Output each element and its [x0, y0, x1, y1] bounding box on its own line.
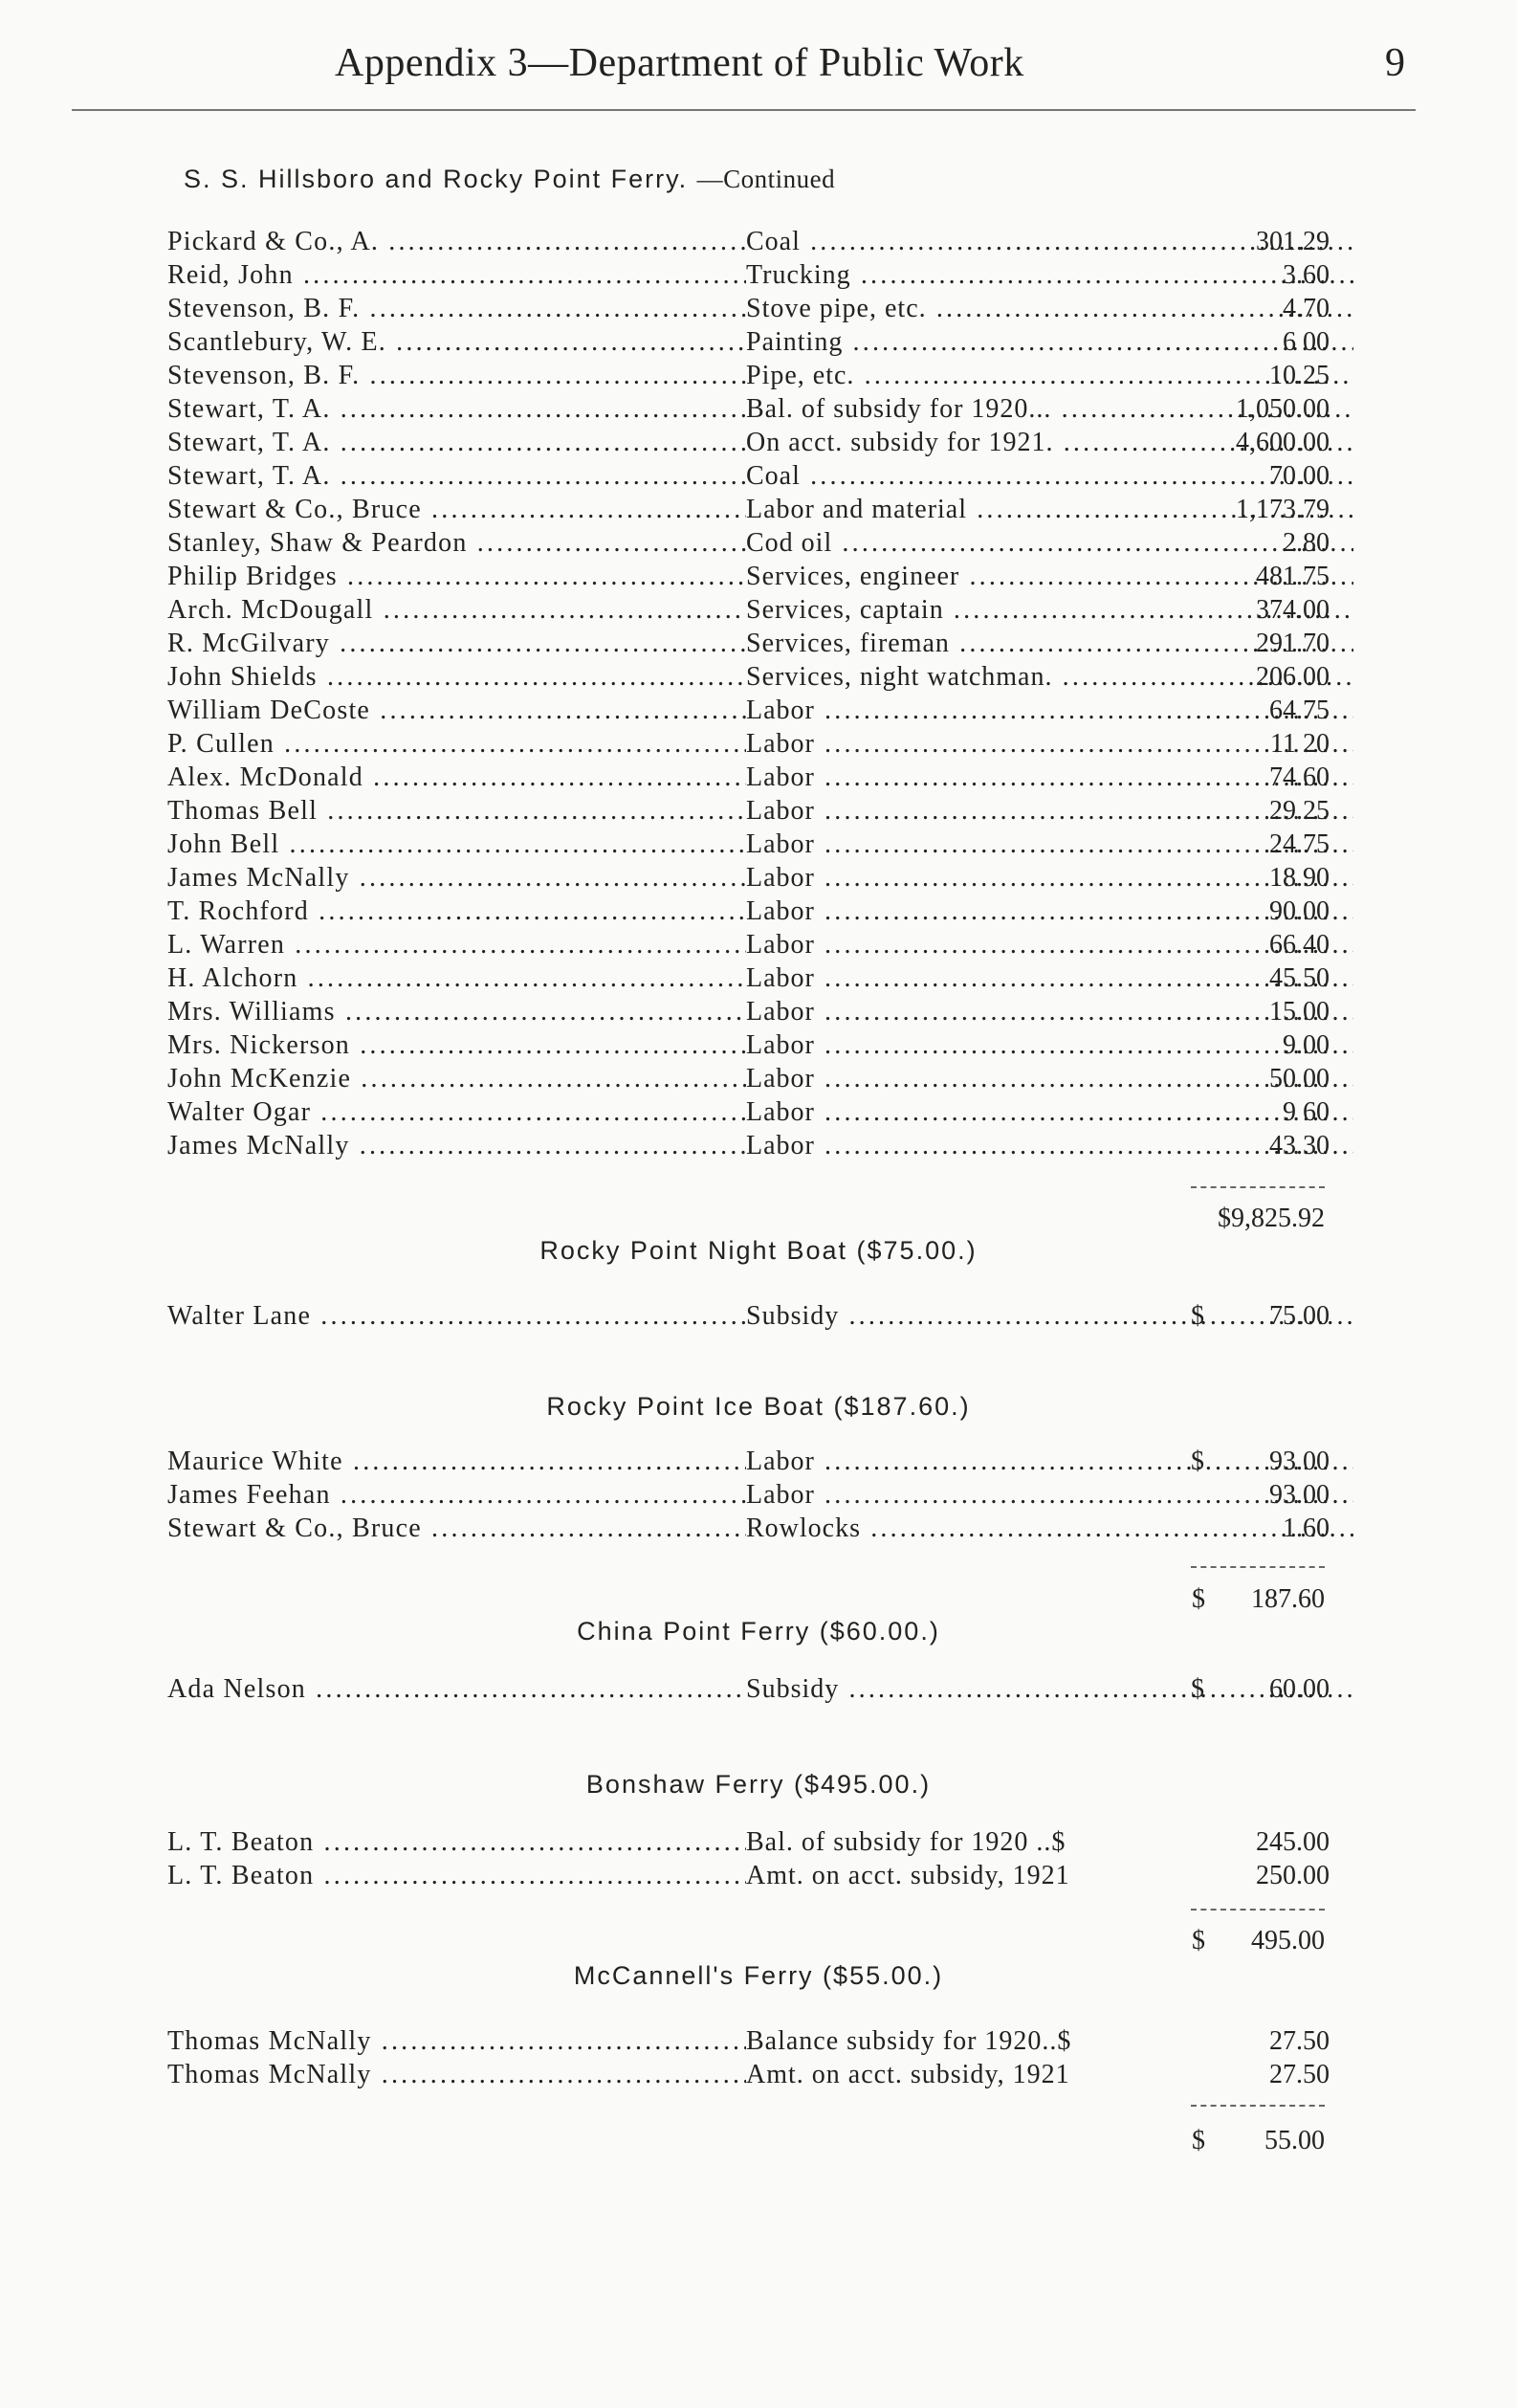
ledger-row	[167, 1447, 1330, 1480]
ledger-row	[167, 963, 1330, 997]
payee-name: Mrs. Williams .....	[167, 997, 746, 1027]
ledger-row	[167, 227, 1330, 260]
ledger-table-ice-boat	[167, 1447, 1330, 1547]
item-amount: 1,173.79	[1236, 495, 1330, 524]
ledger-row	[167, 762, 1330, 796]
payee-name: Stewart, T. A. .....	[167, 461, 746, 492]
item-description: Labor .....	[746, 829, 1353, 860]
total-amount: 187.60	[1251, 1584, 1325, 1614]
ledger-row	[167, 562, 1330, 595]
item-amount: 2.80	[1283, 528, 1330, 558]
payee-name: Mrs. Nickerson .....	[167, 1030, 746, 1061]
section-heading-mccannell: McCannell's Ferry ($55.00.)	[573, 1961, 944, 1990]
ledger-row	[167, 1513, 1330, 1547]
item-description: Trucking .....	[746, 260, 1353, 291]
payee-name: Scantlebury, W. E. .....	[167, 327, 746, 358]
ledger-row	[167, 863, 1330, 896]
ledger-row	[167, 528, 1330, 562]
ledger-row	[167, 327, 1330, 361]
total-rule	[1191, 1909, 1325, 1911]
total-rule	[1191, 2105, 1325, 2107]
item-amount: 250.00	[1256, 1861, 1330, 1890]
dollar-sign: $	[1191, 1674, 1204, 1704]
item-description: Labor .....	[746, 1447, 1353, 1477]
item-amount: 9.00	[1283, 1030, 1330, 1060]
item-description: Labor .....	[746, 863, 1353, 894]
dollar-sign: $	[1191, 1447, 1204, 1476]
ledger-table-hillsboro	[167, 227, 1330, 1164]
ledger-row	[167, 1480, 1330, 1513]
payee-name: Stevenson, B. F. .....	[167, 294, 746, 324]
item-amount: 90.00	[1269, 896, 1330, 926]
item-amount: 4.70	[1283, 294, 1330, 323]
ledger-table-mccannell	[167, 2026, 1330, 2093]
payee-name: Stanley, Shaw & Peardon .....	[167, 528, 746, 559]
item-amount: 29.25	[1269, 796, 1330, 826]
payee-name: Thomas McNally .....	[167, 2060, 746, 2090]
ledger-row	[167, 1131, 1330, 1164]
ledger-row	[167, 1827, 1330, 1861]
item-description: Rowlocks .....	[746, 1513, 1353, 1544]
ledger-row	[167, 495, 1330, 528]
item-description: Labor .....	[746, 896, 1353, 927]
ledger-row	[167, 595, 1330, 629]
payee-name: Stewart, T. A. .....	[167, 428, 746, 458]
item-amount: 50.00	[1269, 1064, 1330, 1094]
payee-name: James Feehan .....	[167, 1480, 746, 1511]
ledger-row	[167, 2026, 1330, 2060]
ledger-row	[167, 461, 1330, 495]
payee-name: H. Alchorn .....	[167, 963, 746, 994]
item-description: Stove pipe, etc. .....	[746, 294, 1353, 324]
payee-name: Alex. McDonald .....	[167, 762, 746, 793]
payee-name: Stewart & Co., Bruce .....	[167, 1513, 746, 1544]
payee-name: Maurice White .....	[167, 1447, 746, 1477]
ledger-row	[167, 361, 1330, 394]
payee-name: John McKenzie .....	[167, 1064, 746, 1094]
payee-name: Arch. McDougall .....	[167, 595, 746, 626]
item-amount: 3.60	[1283, 260, 1330, 290]
item-amount: 1.60	[1283, 1513, 1330, 1543]
item-description: Painting .....	[746, 327, 1353, 358]
payee-name: James McNally .....	[167, 863, 746, 894]
ledger-row	[167, 294, 1330, 327]
item-description: Subsidy .....	[746, 1301, 1353, 1332]
item-amount: 291.70	[1256, 629, 1330, 658]
item-description: Services, night watchman. .....	[746, 662, 1353, 693]
dollar-sign: $	[1191, 1301, 1204, 1331]
ledger-table-night-boat	[167, 1301, 1330, 1335]
payee-name: William DeCoste .....	[167, 696, 746, 726]
ledger-row	[167, 1301, 1330, 1335]
total-dollar-sign: $	[1192, 1584, 1205, 1614]
ledger-row	[167, 629, 1330, 662]
item-amount: 64.75	[1269, 696, 1330, 725]
item-amount: 93.00	[1269, 1480, 1330, 1510]
item-description: Labor .....	[746, 762, 1353, 793]
item-description: Amt. on acct. subsidy, 1921	[746, 1861, 1070, 1890]
item-description: Bal. of subsidy for 1920 ..$	[746, 1827, 1066, 1857]
ledger-row	[167, 796, 1330, 829]
item-amount: 9 60	[1283, 1097, 1330, 1127]
item-amount: 4,600.00	[1236, 428, 1330, 457]
item-description: Amt. on acct. subsidy, 1921	[746, 2060, 1070, 2089]
item-description: Labor .....	[746, 729, 1353, 760]
item-description: Services, captain .....	[746, 595, 1353, 626]
ledger-row	[167, 428, 1330, 461]
item-description: Labor .....	[746, 963, 1353, 994]
item-description: Cod oil .....	[746, 528, 1353, 559]
ledger-row	[167, 1064, 1330, 1097]
item-amount: 301.29	[1256, 227, 1330, 256]
ledger-row	[167, 696, 1330, 729]
item-amount: 27.50	[1269, 2060, 1330, 2089]
item-description: Bal. of subsidy for 1920... .....	[746, 394, 1353, 425]
ledger-row	[167, 729, 1330, 762]
ledger-row	[167, 1674, 1330, 1708]
item-amount: 24.75	[1269, 829, 1330, 859]
item-amount: 70.00	[1269, 461, 1330, 491]
continued-label: —Continued	[696, 165, 836, 193]
item-description: Coal .....	[746, 461, 1353, 492]
payee-name: R. McGilvary .....	[167, 629, 746, 659]
payee-name: L. T. Beaton .....	[167, 1827, 746, 1858]
total-amount: 495.00	[1251, 1926, 1325, 1955]
section-heading-ice-boat: Rocky Point Ice Boat ($187.60.)	[546, 1392, 971, 1421]
payee-name: John Bell .....	[167, 829, 746, 860]
item-description: Labor .....	[746, 997, 1353, 1027]
ledger-row	[167, 997, 1330, 1030]
payee-name: Philip Bridges .....	[167, 562, 746, 592]
item-description: Pipe, etc. .....	[746, 361, 1353, 391]
payee-name: Ada Nelson .....	[167, 1674, 746, 1705]
payee-name: Walter Lane .....	[167, 1301, 746, 1332]
ledger-row	[167, 394, 1330, 428]
ledger-row	[167, 896, 1330, 930]
item-description: Labor .....	[746, 1030, 1353, 1061]
item-description: Coal .....	[746, 227, 1353, 257]
payee-name: Pickard & Co., A. .....	[167, 227, 746, 257]
item-amount: 481.75	[1256, 562, 1330, 591]
payee-name: Stewart & Co., Bruce .....	[167, 495, 746, 525]
ledger-table-china-point	[167, 1674, 1330, 1708]
ledger-row	[167, 2060, 1330, 2093]
ledger-row	[167, 662, 1330, 696]
section-heading-china-point: China Point Ferry ($60.00.)	[577, 1617, 940, 1646]
item-description: Balance subsidy for 1920..$	[746, 2026, 1072, 2056]
payee-name: Reid, John .....	[167, 260, 746, 291]
item-description: Services, engineer .....	[746, 562, 1353, 592]
item-amount: 60.00	[1269, 1674, 1330, 1704]
payee-name: P. Cullen .....	[167, 729, 746, 760]
ledger-row	[167, 1097, 1330, 1131]
payee-name: T. Rochford .....	[167, 896, 746, 927]
item-amount: 206.00	[1256, 662, 1330, 692]
item-description: Labor and material .....	[746, 495, 1353, 525]
item-description: Labor .....	[746, 1097, 1353, 1128]
payee-name: L. Warren .....	[167, 930, 746, 961]
ledger-row	[167, 930, 1330, 963]
section-heading-night-boat: Rocky Point Night Boat ($75.00.)	[539, 1236, 978, 1265]
item-description: Labor .....	[746, 1064, 1353, 1094]
section-title: S. S. Hillsboro and Rocky Point Ferry.	[184, 165, 689, 193]
section-heading-hillsboro	[184, 165, 835, 194]
item-amount: 75.00	[1269, 1301, 1330, 1331]
item-amount: 10.25	[1269, 361, 1330, 390]
page-number: 9	[1385, 41, 1405, 85]
total-dollar-sign: $	[1192, 2126, 1205, 2155]
payee-name: John Shields .....	[167, 662, 746, 693]
item-amount: 43.30	[1269, 1131, 1330, 1160]
total-dollar-sign: $	[1192, 1926, 1205, 1955]
total-rule	[1191, 1566, 1325, 1568]
payee-name: Walter Ogar .....	[167, 1097, 746, 1128]
payee-name: L. T. Beaton .....	[167, 1861, 746, 1891]
payee-name: Thomas McNally .....	[167, 2026, 746, 2057]
item-description: Labor .....	[746, 1480, 1353, 1511]
total-amount: $9,825.92	[1218, 1204, 1325, 1233]
ledger-row	[167, 1861, 1330, 1894]
payee-name: James McNally .....	[167, 1131, 746, 1161]
item-amount: 27.50	[1269, 2026, 1330, 2056]
total-amount: 55.00	[1264, 2126, 1325, 2155]
item-amount: 15.00	[1269, 997, 1330, 1027]
section-heading-bonshaw: Bonshaw Ferry ($495.00.)	[585, 1770, 932, 1799]
payee-name: Thomas Bell .....	[167, 796, 746, 827]
ledger-row	[167, 829, 1330, 863]
item-amount: 66.40	[1269, 930, 1330, 960]
item-description: Labor .....	[746, 930, 1353, 961]
item-description: Subsidy .....	[746, 1674, 1353, 1705]
ledger-row	[167, 260, 1330, 294]
item-amount: 18.90	[1269, 863, 1330, 893]
running-head: Appendix 3—Department of Public Work	[335, 41, 1024, 85]
header-rule	[72, 109, 1416, 111]
ledger-table-bonshaw	[167, 1827, 1330, 1894]
item-amount: 93.00	[1269, 1447, 1330, 1476]
payee-name: Stevenson, B. F. .....	[167, 361, 746, 391]
item-amount: 45.50	[1269, 963, 1330, 993]
payee-name: Stewart, T. A. .....	[167, 394, 746, 425]
item-amount: 74.60	[1269, 762, 1330, 792]
item-amount: 1,050.00	[1236, 394, 1330, 424]
total-rule	[1191, 1186, 1325, 1188]
item-description: Labor .....	[746, 696, 1353, 726]
item-description: Labor .....	[746, 796, 1353, 827]
item-description: Labor .....	[746, 1131, 1353, 1161]
item-amount: 11 20	[1270, 729, 1330, 759]
ledger-row	[167, 1030, 1330, 1064]
item-amount: 6 00	[1283, 327, 1330, 357]
item-amount: 374.00	[1256, 595, 1330, 625]
item-description: On acct. subsidy for 1921. .....	[746, 428, 1353, 458]
item-amount: 245.00	[1256, 1827, 1330, 1857]
item-description: Services, fireman .....	[746, 629, 1353, 659]
